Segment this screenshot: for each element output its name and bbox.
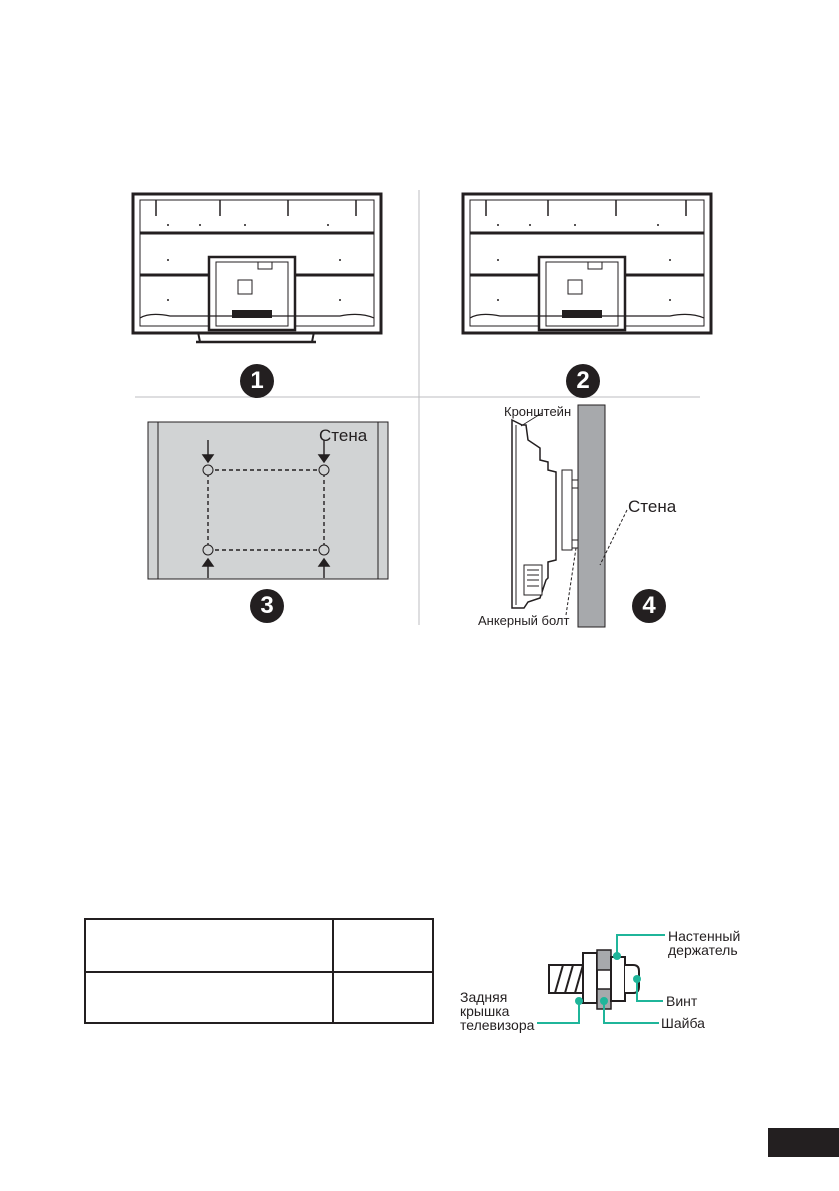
wall-label-panel4: Стена [628,497,677,516]
wall-label-panel3: Стена [319,426,368,445]
step-1-badge: 1 [240,364,274,398]
back-cover-line2: крышка [460,1003,510,1019]
wall-holder-line2: держатель [668,942,738,958]
anchor-bolt-label: Анкерный болт [478,613,570,628]
tv-back-with-stand [133,194,381,342]
screw-label: Винт [666,993,698,1009]
step-4-badge: 4 [632,589,666,623]
side-view-wall-mount [512,405,627,627]
step-2-badge: 2 [566,364,600,398]
page-tab [768,1128,839,1157]
spec-table [84,918,434,1024]
wall-holder-line1: Настенный [668,928,741,944]
back-cover-line1: Задняя [460,989,508,1005]
back-cover-line3: телевизора [460,1017,535,1033]
screw-diagram [455,925,755,1035]
back-cover-label [460,990,534,1032]
table-row-divider [86,971,432,973]
tv-back-without-stand [463,194,711,333]
bracket-label: Кронштейн [504,404,572,419]
step-3-badge: 3 [250,589,284,623]
washer-label: Шайба [661,1015,705,1031]
wall-holder-label [668,929,740,957]
